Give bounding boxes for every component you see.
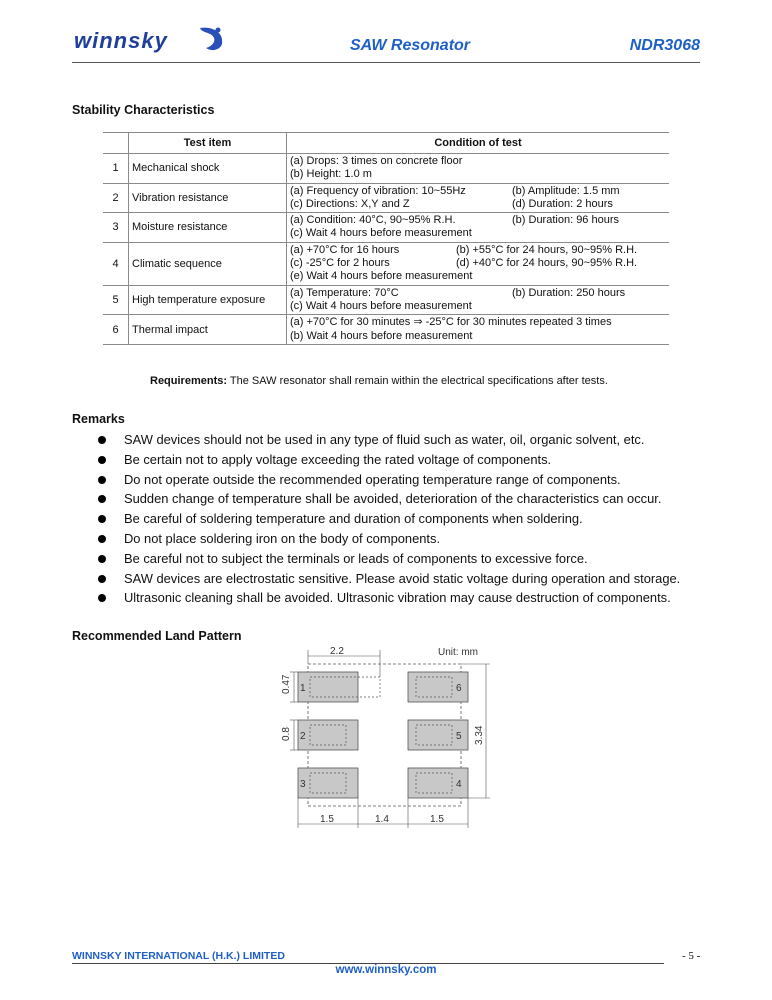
dim-pad-gap: 0.8 (281, 727, 292, 741)
remarks-title: Remarks (72, 412, 125, 426)
remark-text: Be careful not to subject the terminals or leads of components to excessive force. (124, 550, 588, 566)
list-item (96, 509, 680, 529)
row-number: 2 (103, 183, 129, 213)
table-row (103, 242, 669, 285)
bullet-icon (98, 436, 106, 444)
list-item (96, 489, 680, 509)
bullet-icon (98, 495, 106, 503)
pad-1 (298, 672, 358, 702)
test-item: Climatic sequence (129, 242, 287, 285)
remarks-list (96, 430, 680, 608)
dim-bottom-left: 1.5 (320, 814, 334, 825)
remark-text: SAW devices are electrostatic sensitive. Please avoid static voltage during operation and storage. (124, 570, 681, 586)
list-item (96, 529, 680, 549)
pin-label-2: 2 (300, 731, 306, 742)
condition-text: (a) Temperature: 70°C (290, 286, 399, 299)
condition-text: (c) -25°C for 2 hours (290, 257, 390, 270)
condition-text: (d) Duration: 2 hours (512, 197, 613, 210)
row-number: 1 (103, 154, 129, 184)
land-pattern-diagram (270, 642, 510, 832)
condition-text: (a) +70°C for 16 hours (290, 243, 400, 256)
row-number: 6 (103, 315, 129, 345)
pad-3 (298, 768, 358, 798)
header-divider (72, 62, 700, 63)
bullet-icon (98, 476, 106, 484)
bullet-icon (98, 594, 106, 602)
test-condition (287, 315, 670, 345)
remark-text: Do not operate outside the recommended operating temperature range of components. (124, 471, 621, 487)
condition-text: (b) +55°C for 24 hours, 90~95% R.H. (456, 243, 638, 256)
condition-text: (d) +40°C for 24 hours, 90~95% R.H. (456, 257, 638, 270)
svg-text:winnsky: winnsky (74, 28, 168, 53)
product-title: SAW Resonator (350, 37, 471, 54)
remark-text: Do not place soldering iron on the body of components. (124, 530, 441, 546)
bullet-icon (98, 555, 106, 563)
part-number: NDR3068 (629, 37, 700, 54)
condition-text: (b) Wait 4 hours before measurement (290, 329, 473, 342)
list-item (96, 549, 680, 569)
condition-text: (a) Condition: 40°C, 90~95% R.H. (290, 214, 456, 227)
col-number (103, 133, 129, 154)
dim-top-width: 2.2 (330, 646, 344, 657)
condition-text: (b) Amplitude: 1.5 mm (512, 184, 620, 197)
page-number: - 5 - (682, 950, 701, 962)
pin-label-6: 6 (456, 683, 462, 694)
test-condition (287, 154, 670, 184)
pin-label-5: 5 (456, 731, 462, 742)
dim-bottom-right: 1.5 (430, 814, 444, 825)
condition-text: (c) Directions: X,Y and Z (290, 197, 410, 210)
footer-company: WINNSKY INTERNATIONAL (H.K.) LIMITED (72, 950, 285, 962)
dim-pad-height: 0.47 (281, 674, 292, 694)
col-test-item: Test item (129, 133, 287, 154)
remark-text: Be careful of soldering temperature and duration of components when soldering. (124, 511, 583, 527)
test-item: High temperature exposure (129, 285, 287, 315)
land-pattern-title: Recommended Land Pattern (72, 629, 242, 643)
requirements-note (150, 375, 608, 387)
pin-label-4: 4 (456, 779, 462, 790)
remark-text: SAW devices should not be used in any type of fluid such as water, oil, organic solvent, etc. (124, 432, 645, 447)
bullet-icon (98, 535, 106, 543)
row-number: 4 (103, 242, 129, 285)
condition-text: (e) Wait 4 hours before measurement (290, 270, 473, 283)
test-condition (287, 242, 670, 285)
stability-table (103, 132, 669, 345)
test-item: Vibration resistance (129, 183, 287, 213)
list-item (96, 588, 680, 608)
list-item (96, 450, 680, 470)
table-row (103, 315, 669, 345)
condition-text: (c) Wait 4 hours before measurement (290, 299, 472, 312)
test-condition (287, 183, 670, 213)
test-condition (287, 213, 670, 243)
condition-text: (b) Height: 1.0 m (290, 168, 372, 181)
table-row (103, 213, 669, 243)
pad-2 (298, 720, 358, 750)
table-row (103, 154, 669, 184)
requirements-text: The SAW resonator shall remain within the electrical specifications after tests. (227, 375, 608, 387)
winnsky-logo (72, 24, 232, 56)
test-item: Mechanical shock (129, 154, 287, 184)
test-item: Thermal impact (129, 315, 287, 345)
condition-text: (a) +70°C for 30 minutes ⇒ -25°C for 30 minutes repeated 3 times (290, 316, 612, 329)
remark-text: Ultrasonic cleaning shall be avoided. Ultrasonic vibration may cause destruction of components. (124, 590, 671, 606)
remark-text: Sudden change of temperature shall be avoided, deterioration of the characteristics can occur. (124, 491, 662, 507)
condition-text: (b) Duration: 250 hours (512, 286, 626, 299)
test-item: Moisture resistance (129, 213, 287, 243)
table-row (103, 183, 669, 213)
condition-text: (c) Wait 4 hours before measurement (290, 227, 472, 240)
col-condition: Condition of test (287, 133, 670, 154)
condition-text: (b) Duration: 96 hours (512, 214, 619, 227)
bullet-icon (98, 456, 106, 464)
list-item (96, 470, 680, 490)
list-item (96, 430, 680, 450)
condition-text: (a) Drops: 3 times on concrete floor (290, 155, 463, 167)
test-condition (287, 285, 670, 315)
table-header-row (103, 133, 669, 154)
page-header (72, 24, 700, 62)
row-number: 3 (103, 213, 129, 243)
stability-title: Stability Characteristics (72, 103, 215, 117)
dim-total-height: 3.34 (474, 725, 485, 745)
pin-label-1: 1 (300, 683, 306, 694)
remark-text: Be certain not to apply voltage exceeding the rated voltage of components. (124, 451, 552, 467)
bullet-icon (98, 515, 106, 523)
unit-label: Unit: mm (438, 647, 478, 658)
list-item (96, 569, 680, 589)
pin-label-3: 3 (300, 779, 306, 790)
table-row (103, 285, 669, 315)
row-number: 5 (103, 285, 129, 315)
footer-website[interactable]: www.winnsky.com (335, 964, 437, 976)
dim-bottom-mid: 1.4 (375, 814, 389, 825)
requirements-label: Requirements: (150, 375, 228, 387)
bullet-icon (98, 575, 106, 583)
condition-text: (a) Frequency of vibration: 10~55Hz (290, 184, 466, 197)
